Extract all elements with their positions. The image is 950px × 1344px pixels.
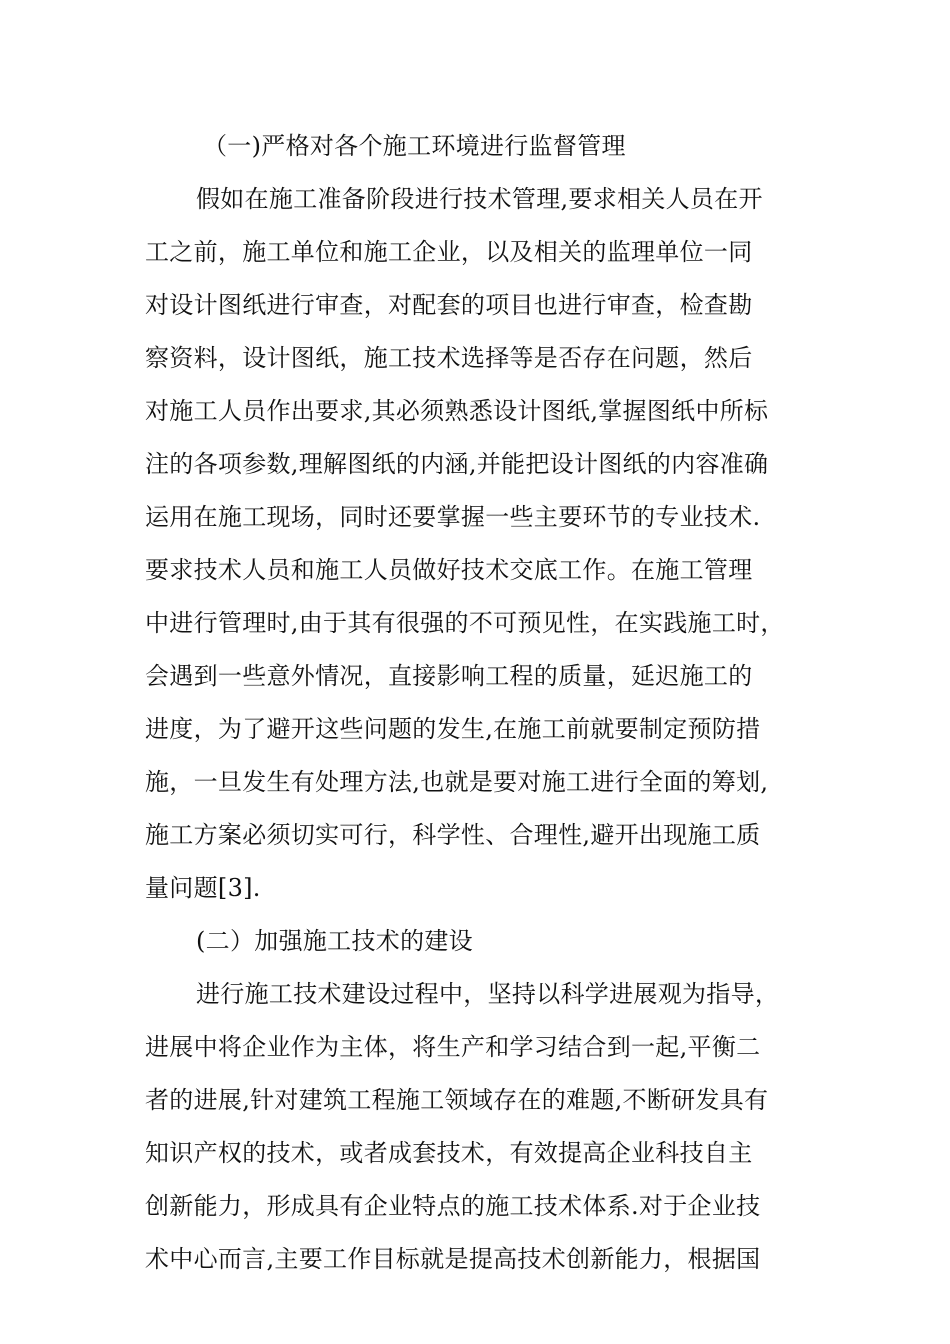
paragraph-1-line: 施工方案必须切实可行，科学性、合理性,避开出现施工质	[145, 821, 761, 849]
section-heading-2: (二）加强施工技术的建设	[196, 927, 473, 955]
paragraph-1-line: 对施工人员作出要求,其必须熟悉设计图纸,掌握图纸中所标	[145, 397, 769, 425]
paragraph-2-line: 进行施工技术建设过程中，坚持以科学进展观为指导，	[196, 980, 780, 1008]
paragraph-2-line: 术中心而言,主要工作目标就是提高技术创新能力，根据国	[145, 1245, 761, 1273]
paragraph-1-line: 会遇到一些意外情况，直接影响工程的质量，延迟施工的	[145, 662, 753, 690]
paragraph-2-line: 进展中将企业作为主体，将生产和学习结合到一起,平衡二	[145, 1033, 761, 1061]
paragraph-1-line: 假如在施工准备阶段进行技术管理,要求相关人员在开	[196, 185, 763, 213]
paragraph-1-line: 进度，为了避开这些问题的发生,在施工前就要制定预防措	[145, 715, 761, 743]
paragraph-2-line: 知识产权的技术，或者成套技术，有效提高企业科技自主	[145, 1139, 753, 1167]
paragraph-1-line: 运用在施工现场，同时还要掌握一些主要环节的专业技术.	[145, 503, 761, 531]
paragraph-2-line: 者的进展,针对建筑工程施工领域存在的难题,不断研发具有	[145, 1086, 769, 1114]
paragraph-2-line: 创新能力，形成具有企业特点的施工技术体系.对于企业技	[145, 1192, 761, 1220]
paragraph-1-line: 对设计图纸进行审查，对配套的项目也进行审查，检查勘	[145, 291, 753, 319]
paragraph-1-line: 注的各项参数,理解图纸的内涵,并能把设计图纸的内容准确	[145, 450, 769, 478]
paragraph-1-line: 量问题[3].	[145, 874, 261, 902]
paragraph-1-line: 工之前，施工单位和施工企业，以及相关的监理单位一同	[145, 238, 753, 266]
paragraph-1-line: 中进行管理时,由于其有很强的不可预见性，在实践施工时，	[145, 609, 785, 637]
paragraph-1-line: 要求技术人员和施工人员做好技术交底工作。在施工管理	[145, 556, 753, 584]
paragraph-1-line: 察资料，设计图纸，施工技术选择等是否存在问题，然后	[145, 344, 753, 372]
paragraph-1-line: 施，一旦发生有处理方法,也就是要对施工进行全面的筹划,	[145, 768, 769, 796]
section-heading-1: （一)严格对各个施工环境进行监督管理	[203, 132, 626, 160]
